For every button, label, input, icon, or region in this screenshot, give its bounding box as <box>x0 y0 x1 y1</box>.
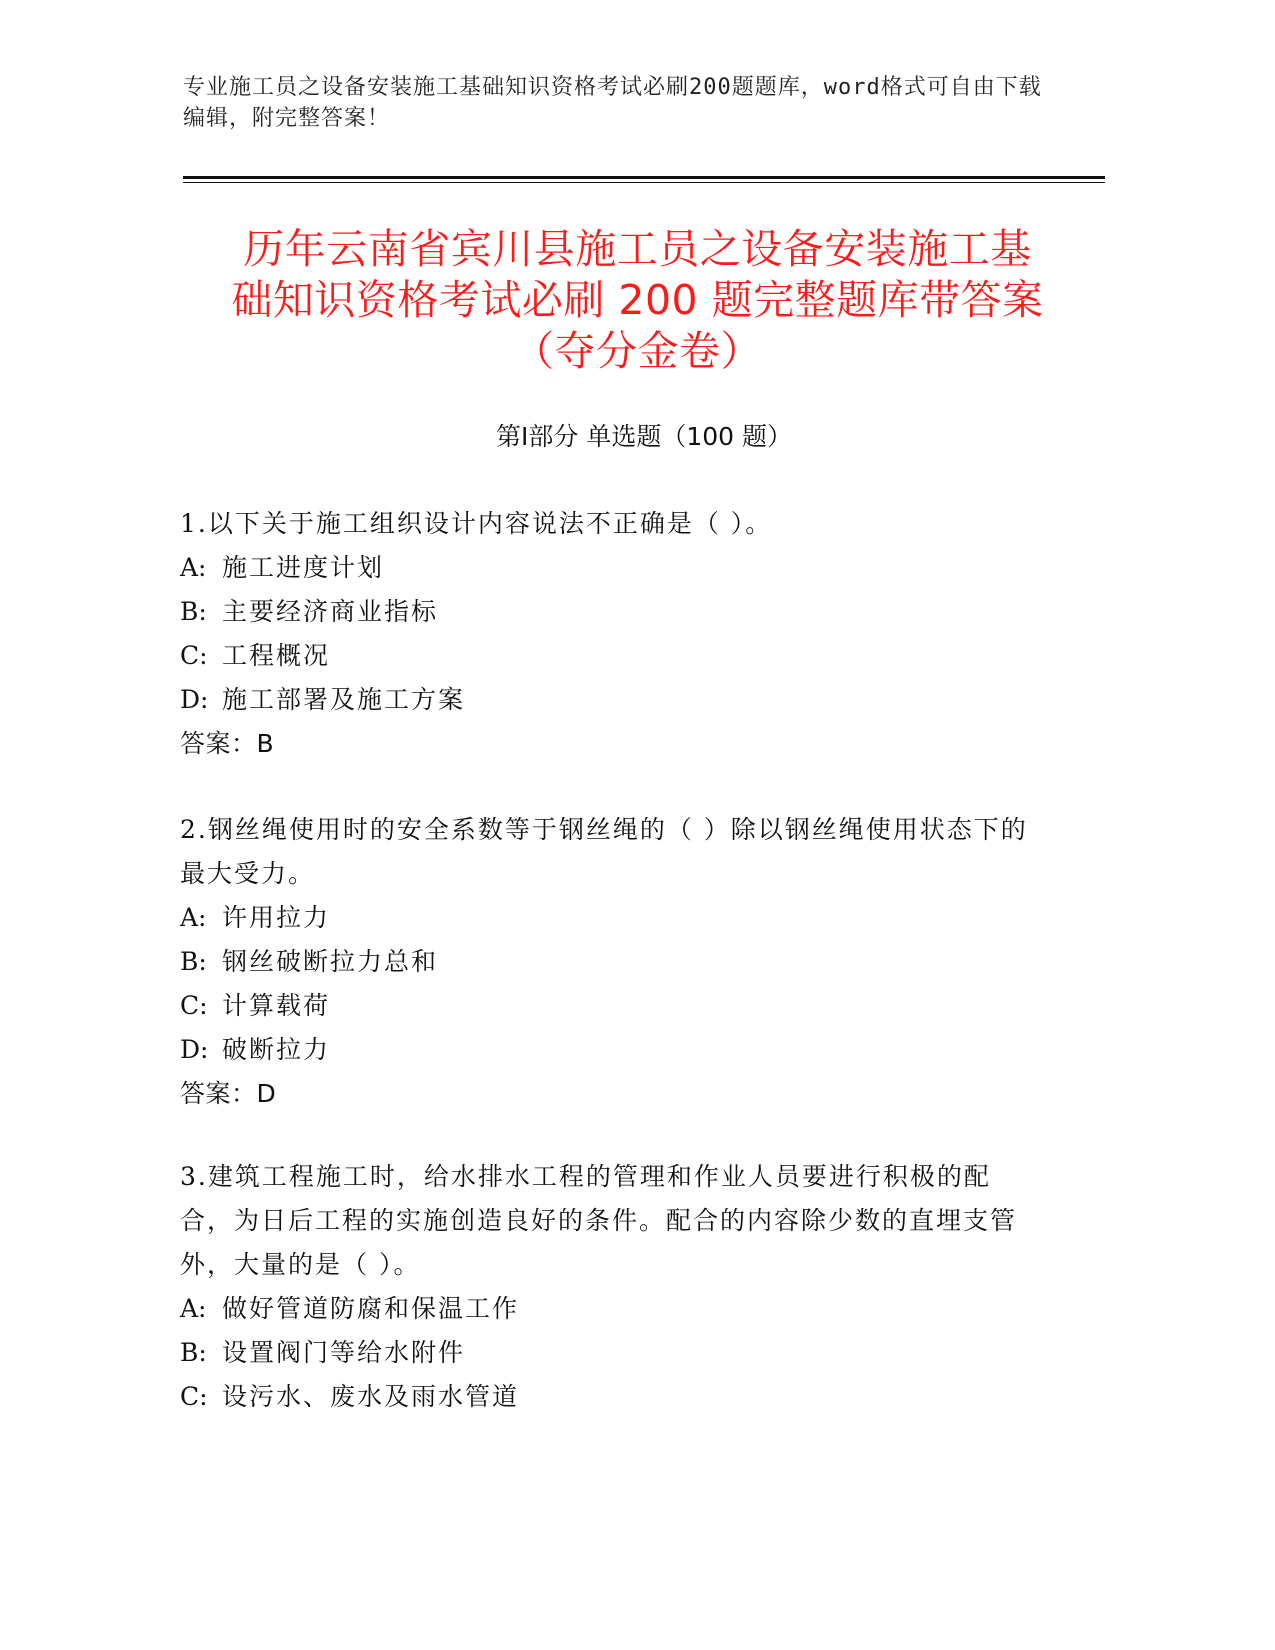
section-heading: 第Ⅰ部分 单选题（100 题） <box>496 422 792 451</box>
option-letter: D: <box>180 685 209 714</box>
title-line-3: （夺分金卷） <box>513 327 762 375</box>
answer-line: 答案：D <box>180 1079 277 1108</box>
option-text: 破断拉力 <box>222 1035 331 1064</box>
option-letter: A: <box>180 553 207 582</box>
option-b <box>180 940 1040 984</box>
option-c <box>180 1375 1040 1419</box>
option-letter: D: <box>180 1035 209 1064</box>
option-letter: C: <box>180 641 208 670</box>
option-a <box>180 1287 1040 1331</box>
option-letter: B: <box>180 1338 207 1367</box>
option-letter: C: <box>180 991 208 1020</box>
option-text: 主要经济商业指标 <box>222 597 439 626</box>
title-line-2: 础知识资格考试必刷 200 题完整题库带答案 <box>231 276 1044 324</box>
question-1 <box>180 502 1040 766</box>
option-text: 设污水、废水及雨水管道 <box>222 1382 520 1411</box>
answer-line: 答案：B <box>180 729 275 758</box>
option-letter: B: <box>180 947 207 976</box>
option-d <box>180 1028 1040 1072</box>
question-3 <box>180 1155 1040 1419</box>
option-text: 许用拉力 <box>222 903 331 932</box>
option-letter: A: <box>180 903 207 932</box>
option-text: 工程概况 <box>222 641 331 670</box>
option-a <box>180 896 1040 940</box>
option-d <box>180 678 1040 722</box>
document-title <box>150 224 1125 377</box>
option-text: 钢丝破断拉力总和 <box>222 947 439 976</box>
option-c <box>180 984 1040 1028</box>
option-text: 做好管道防腐和保温工作 <box>222 1294 520 1323</box>
option-letter: B: <box>180 597 207 626</box>
header-divider-thin <box>183 182 1105 183</box>
option-text: 施工部署及施工方案 <box>222 685 466 714</box>
option-text: 施工进度计划 <box>222 553 385 582</box>
header-note: 专业施工员之设备安装施工基础知识资格考试必刷200题题库，word格式可自由下载编辑，附完整答案！ <box>183 75 1042 131</box>
option-letter: A: <box>180 1294 207 1323</box>
option-text: 设置阀门等给水附件 <box>222 1338 466 1367</box>
option-b <box>180 1331 1040 1375</box>
question-stem: 1.以下关于施工组织设计内容说法不正确是（ ）。 <box>180 509 773 538</box>
title-line-1: 历年云南省宾川县施工员之设备安装施工基 <box>243 225 1032 273</box>
question-stem: 3.建筑工程施工时，给水排水工程的管理和作业人员要进行积极的配合，为日后工程的实施创造良好的条件。配合的内容除少数的直埋支管外，大量的是（ ）。 <box>180 1162 1018 1279</box>
header-divider-thick <box>183 176 1105 179</box>
question-2 <box>180 808 1040 1116</box>
option-text: 计算载荷 <box>222 991 331 1020</box>
option-c <box>180 634 1040 678</box>
option-letter: C: <box>180 1382 208 1411</box>
question-stem: 2.钢丝绳使用时的安全系数等于钢丝绳的（ ）除以钢丝绳使用状态下的最大受力。 <box>180 815 1028 888</box>
option-a <box>180 546 1040 590</box>
option-b <box>180 590 1040 634</box>
